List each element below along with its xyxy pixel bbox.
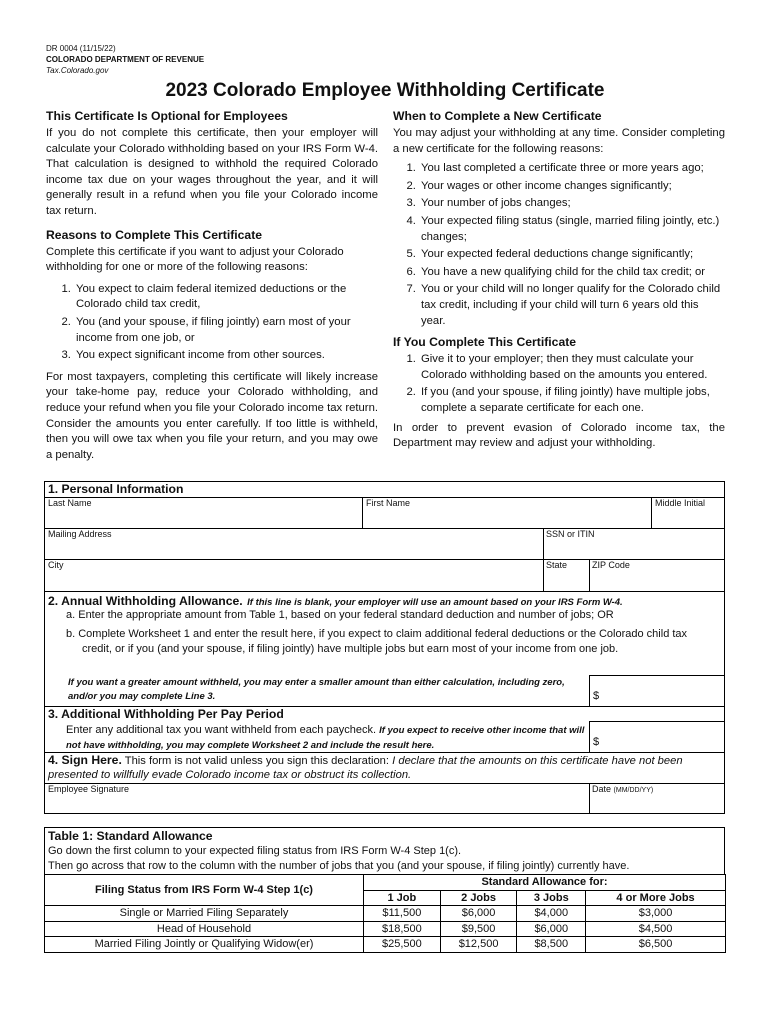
additional-withholding-field[interactable] [589, 721, 725, 752]
allowance-group-header: Standard Allowance for: [364, 875, 726, 891]
date-label: Date [592, 784, 612, 794]
allowance-value: $6,000 [517, 921, 586, 937]
section4-heading: 4. Sign Here. [48, 753, 122, 767]
section3-note: If you expect to receive other income that will not have withholding, you may complete Worksheet 2 and include the result here. [66, 725, 585, 751]
evasion-text: In order to prevent evasion of Colorado income tax, the Department may review and adjust your withholding. [393, 421, 725, 450]
additional-dollar: $ [593, 736, 600, 748]
first-name-label: First Name [366, 498, 411, 508]
city-label: City [48, 560, 64, 570]
page-title: 2023 Colorado Employee Withholding Certificate [165, 80, 605, 101]
when-item: 5. Your expected federal deductions change significantly; [419, 247, 725, 263]
allowance-value: $6,000 [440, 906, 517, 922]
jobs-column-header: 1 Job [364, 890, 441, 906]
reasons-intro: Complete this certificate if you want to adjust your Colorado withholding for one or more of the following reasons: [46, 245, 344, 274]
date-field[interactable] [590, 795, 724, 813]
first-name-field[interactable] [363, 508, 650, 528]
jobs-column-header: 4 or More Jobs [586, 890, 726, 906]
standard-allowance-table [44, 874, 726, 953]
section3-text-block [66, 723, 588, 753]
allowance-value: $6,500 [586, 937, 726, 953]
allowance-value: $4,500 [586, 921, 726, 937]
mailing-address-label: Mailing Address [48, 529, 112, 539]
most-taxpayers-text: For most taxpayers, completing this certificate will likely increase your take-home pay, reduce your Colorado withholding, and reduce your refund when you file your Colorado income tax return. Consider the amounts you enter carefully. If too little is withheld, then you will owe tax when you file your return, and you may owe a penalty. [46, 370, 378, 461]
when-item: 7. You or your child will no longer qualify for the Colorado child tax credit, including if your child will turn 6 years old this year. [419, 282, 725, 329]
mailing-address-field[interactable] [45, 540, 542, 559]
date-label-row [592, 784, 653, 794]
status-column-header: Filing Status from IRS Form W-4 Step 1(c) [45, 875, 364, 906]
table-row [45, 937, 726, 953]
allowance-amount-field[interactable] [589, 675, 725, 706]
department-name: COLORADO DEPARTMENT OF REVENUE [46, 55, 205, 64]
allowance-value: $8,500 [517, 937, 586, 953]
when-item: 2. Your wages or other income changes significantly; [419, 179, 725, 195]
zip-label: ZIP Code [592, 560, 630, 570]
signature-field[interactable] [45, 795, 587, 813]
when-item: 4. Your expected filing status (single, married filing jointly, etc.) changes; [419, 214, 725, 245]
when-item: 3. Your number of jobs changes; [419, 196, 725, 212]
state-field[interactable] [544, 571, 588, 590]
reason-item: 1. You expect to claim federal itemized deductions or the Colorado child tax credit, [74, 282, 378, 313]
date-format: (MM/DD/YY) [613, 787, 654, 794]
filing-status: Single or Married Filing Separately [45, 906, 364, 922]
table1-line1: Go down the first column to your expected filing status from IRS Form W-4 Step 1(c). [48, 845, 462, 857]
table-row [45, 906, 726, 922]
when-item: 6. You have a new qualifying child for the child tax credit; or [419, 265, 725, 281]
filing-status: Head of Household [45, 921, 364, 937]
allowance-value: $3,000 [586, 906, 726, 922]
allowance-value: $18,500 [364, 921, 441, 937]
section2-option-b: b. Complete Worksheet 1 and enter the result here, if you expect to claim additional federal deductions or the Colorado child tax credit, or if you (and your spouse, if filing jointly) have multiple jobs but earn most of your income from one job. [66, 628, 688, 655]
section2-heading: 2. Annual Withholding Allowance. [48, 594, 243, 608]
if-complete-heading: If You Complete This Certificate [393, 335, 577, 350]
table1-heading: Table 1: Standard Allowance [48, 829, 213, 843]
section3-heading: 3. Additional Withholding Per Pay Period [48, 707, 284, 721]
if-item: 1. Give it to your employer; then they must calculate your Colorado withholding based on the amounts you entered. [419, 352, 725, 383]
allowance-value: $25,500 [364, 937, 441, 953]
middle-initial-field[interactable] [652, 508, 724, 528]
middle-initial-label: Middle Initial [655, 498, 706, 508]
if-item: 2. If you (and your spouse, if filing jointly) have multiple jobs, complete a separate certificate for each one. [419, 385, 725, 416]
reason-item: 2. You (and your spouse, if filing jointly) earn most of your income from one job, or [74, 315, 378, 346]
filing-status: Married Filing Jointly or Qualifying Widow(er) [45, 937, 364, 953]
left-column [46, 109, 378, 467]
jobs-column-header: 3 Jobs [517, 890, 586, 906]
when-intro: You may adjust your withholding at any time. Consider completing a new certificate for the following reasons: [393, 127, 725, 155]
zip-field[interactable] [590, 571, 724, 590]
state-label: State [546, 560, 568, 570]
reason-item: 3. You expect significant income from other sources. [74, 348, 378, 364]
jobs-column-header: 2 Jobs [440, 890, 517, 906]
allowance-value: $12,500 [440, 937, 517, 953]
ssn-field[interactable] [544, 540, 724, 559]
when-heading: When to Complete a New Certificate [393, 109, 602, 123]
allowance-value: $9,500 [440, 921, 517, 937]
allowance-dollar: $ [593, 690, 600, 702]
right-column [393, 109, 725, 456]
form-id: DR 0004 (11/15/22) [46, 44, 116, 53]
section3-text: Enter any additional tax you want withheld from each paycheck. [66, 724, 377, 736]
allowance-value: $11,500 [364, 906, 441, 922]
section1-heading: 1. Personal Information [48, 482, 184, 496]
signature-label: Employee Signature [48, 784, 130, 794]
optional-text: If you do not complete this certificate, then your employer will calculate your Colorado withholding based on your IRS Form W-4. That calculation is designed to withhold the required Colorado income tax due on your wages throughout the year, and it will generally result in a refund when you file your Colorado income tax return. [46, 127, 378, 217]
city-field[interactable] [45, 571, 542, 590]
allowance-value: $4,000 [517, 906, 586, 922]
when-item: 1. You last completed a certificate three or more years ago; [419, 161, 725, 177]
section4-text: This form is not valid unless you sign this declaration: [124, 755, 390, 767]
section2-option-a: a. Enter the appropriate amount from Table 1, based on your federal standard deduction and number of jobs; OR [66, 609, 614, 621]
last-name-label: Last Name [48, 498, 92, 508]
section2-greater-note: If you want a greater amount withheld, you may enter a smaller amount than either calculation, including zero, and/or you may complete Line 3. [68, 677, 565, 702]
last-name-field[interactable] [45, 508, 361, 528]
table-row [45, 921, 726, 937]
section4-text-block [48, 753, 724, 782]
table1-line2: Then go across that row to the column with the number of jobs that you (and your spouse, if filing jointly) currently have. [48, 860, 630, 872]
website: Tax.Colorado.gov [46, 66, 109, 75]
optional-heading: This Certificate Is Optional for Employees [46, 109, 288, 123]
section2-note: If this line is blank, your employer will use an amount based on your IRS Form W-4. [247, 597, 623, 608]
reasons-heading: Reasons to Complete This Certificate [46, 227, 263, 242]
ssn-label: SSN or ITIN [546, 529, 595, 539]
section4-declaration: I declare that the amounts on this certificate have not been presented to willfully evade Colorado income tax or obstruct its collection. [48, 755, 683, 781]
